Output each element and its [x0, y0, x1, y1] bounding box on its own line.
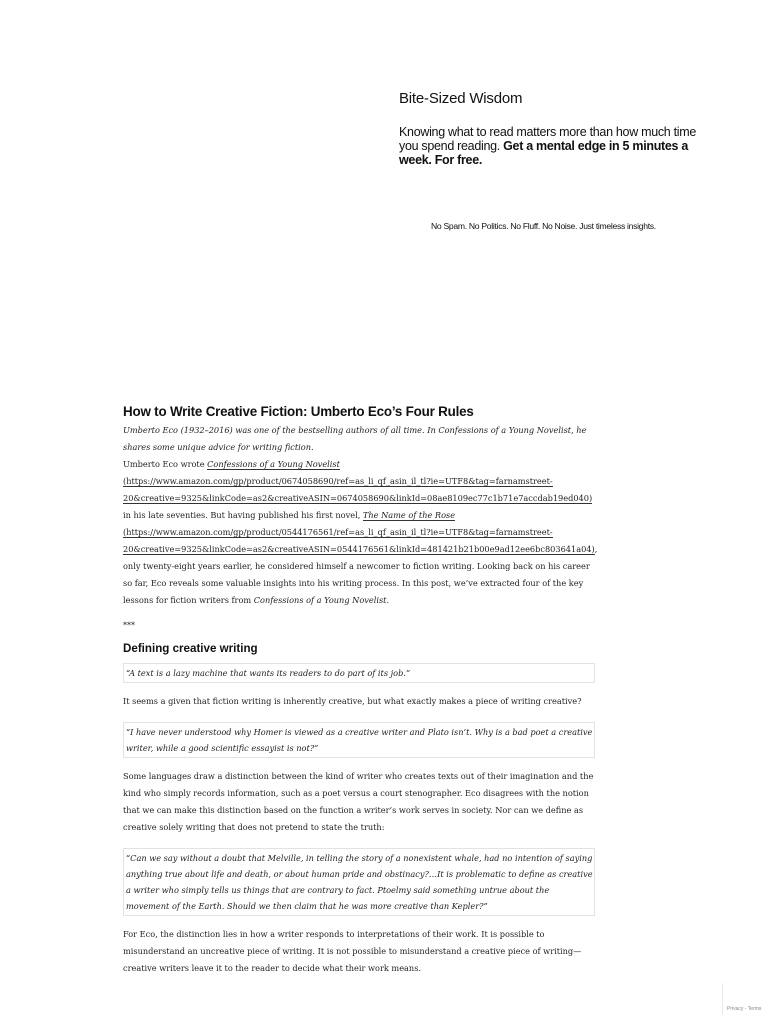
p1-text-a: Umberto Eco wrote: [123, 459, 208, 469]
promo-heading: Bite-Sized Wisdom: [399, 90, 523, 107]
promo-text-regular: Knowing what to read matters more than how much time you spend reading.: [399, 125, 697, 153]
recaptcha-divider: [722, 983, 723, 1015]
p1-text-e: .: [386, 595, 390, 605]
article-intro: [123, 422, 595, 456]
newsletter-promo: [399, 90, 699, 167]
p1-text-c: , only twenty-eight years earlier, he considered himself a newcomer to fiction writing. Looking back on his career so far, Eco reveals some valuable insights into his writing process. In this post, we’ve extracted four of the key lessons for fiction writers from: [123, 544, 598, 605]
paragraph-2: It seems a given that fiction writing is inherently creative, but what exactly makes a piece of writing creative?: [123, 696, 582, 706]
promo-text-bold: Get a mental edge in 5 minutes a week. For free.: [399, 139, 689, 167]
article-title: How to Write Creative Fiction: Umberto Eco’s Four Rules: [123, 404, 474, 419]
blockquote-1: “A text is a lazy machine that wants its readers to do part of its job.”: [123, 663, 595, 683]
paragraph-3: Some languages draw a distinction between the kind of writer who creates texts out of their imagination and the kind who simply records information, such as a poet versus a court stenographer. Eco disagrees with the notion that we can make this distinction based on the function a writer’s work serves in society. Nor can we define as creative solely writing that does not pretend to state the truth:: [123, 771, 594, 832]
link-confessions[interactable]: [207, 459, 340, 470]
paragraph-1: [123, 456, 598, 609]
p1-book-title: Confessions of a Young Novelist: [253, 595, 387, 605]
link-name-of-the-rose[interactable]: [363, 510, 455, 521]
link-rose-title: The Name of the Rose: [362, 510, 456, 520]
p1-text-b: in his late seventies. But having published his first novel,: [123, 510, 363, 520]
section-separator: ***: [123, 621, 135, 630]
blockquote-3: “Can we say without a doubt that Melville, in telling the story of a nonexistent whale, had no intention of saying anything true about life and death, or about human pride and obstinacy?…It is problematic to define as creative a writer who simply tells us things that are contrary to fact. Ptoelmy said something untrue about the movement of the Earth. Should we then claim that he was more creative than Kepler?”: [123, 848, 595, 916]
privacy-terms-link[interactable]: Privacy - Terms: [727, 1006, 762, 1012]
link-name-of-the-rose-url[interactable]: (https://www.amazon.com/gp/product/0544176561/ref=as_li_qf_asin_il_tl?ie=UTF8&tag=farnamstreet-20&creative=9325&linkCode=as2&creativeASIN=0544176561&linkId=481421b21b00e9ad12ee6bc803641a04): [123, 527, 595, 554]
intro-text-c: , he shares some unique advice for writing fiction.: [123, 425, 587, 452]
promo-note: No Spam. No Politics. No Fluff. No Noise. Just timeless insights.: [431, 221, 656, 231]
intro-text-a: Umberto Eco (1932–2016) was one of the bestselling authors of all time. In: [123, 425, 439, 435]
promo-text: [399, 125, 699, 167]
article: [123, 404, 598, 977]
section-heading: Defining creative writing: [123, 642, 258, 655]
blockquote-2: “I have never understood why Homer is viewed as a creative writer and Plato isn’t. Why is a bad poet a creative writer, while a good scientific essayist is not?”: [123, 722, 595, 758]
paragraph-4: For Eco, the distinction lies in how a writer responds to interpretations of their work. It is possible to misunderstand an uncreative piece of writing. It is not possible to misunderstand a creative piece of writing—creative writers leave it to the reader to decide what their work means.: [123, 929, 582, 973]
link-confessions-url[interactable]: (https://www.amazon.com/gp/product/0674058690/ref=as_li_qf_asin_il_tl?ie=UTF8&tag=farnamstreet-20&creative=9325&linkCode=as2&creativeASIN=0674058690&linkId=08ae8109ec77c1b71e7accdab19ed040): [123, 476, 593, 503]
link-confessions-title: Confessions of a Young Novelist: [207, 459, 340, 469]
intro-book-title: Confessions of a Young Novelist: [438, 425, 572, 435]
